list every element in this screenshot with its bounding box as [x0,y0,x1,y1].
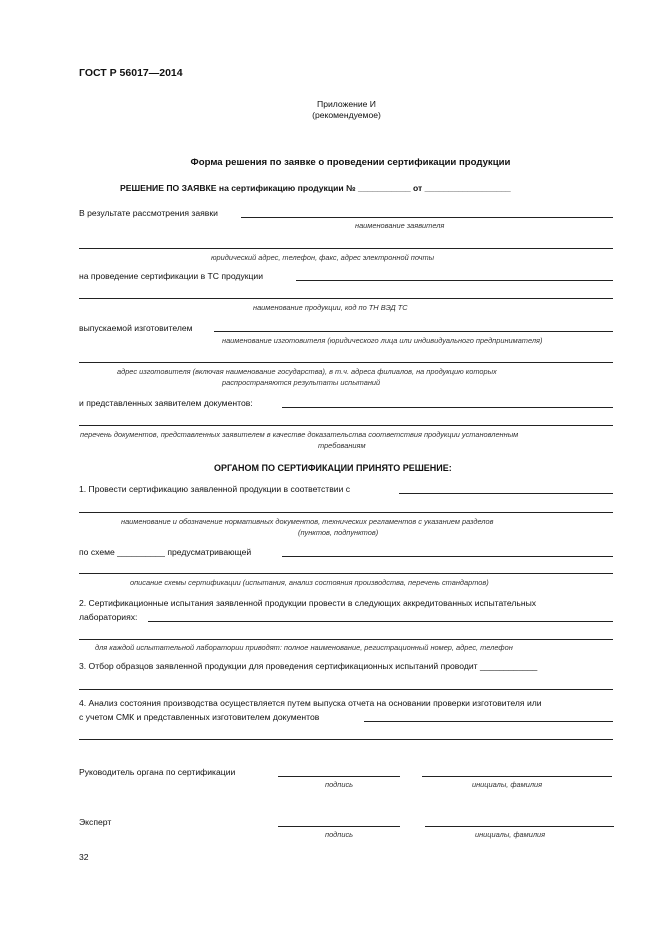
docs-field-line[interactable] [282,407,613,408]
scheme-label: по схеме __________ предусматривающей [79,547,252,557]
hint-address: юридический адрес, телефон, факс, адрес электронной почты [211,253,435,262]
item-2-line-1: 2. Сертификационные испытания заявленной продукции провести в следующих аккредитованных испытательных [79,598,537,608]
ts-field-line[interactable] [296,280,613,281]
decision-line: РЕШЕНИЕ ПО ЗАЯВКЕ на сертификацию продукции № ___________ от __________________ [120,183,511,193]
form-title: Форма решения по заявке о проведении сертификации продукции [190,157,511,168]
hint-head-signature: подпись [325,780,354,789]
hint-normative-2: (пунктов, подпунктов) [298,528,379,537]
hint-manufacturer-address-1: адрес изготовителя (включая наименование государства), в т.ч. адреса филиалов, на продукцию которых [117,367,497,376]
hint-head-initials: инициалы, фамилия [472,780,543,789]
item-4-line-2: с учетом СМК и представленных изготовителем документов [79,712,320,722]
hint-expert-initials: инициалы, фамилия [475,830,546,839]
item-2-field-line[interactable] [148,621,613,622]
product-field-line[interactable] [79,298,613,299]
hint-product: наименование продукции, код по ТН ВЭД ТС [253,303,408,312]
hint-scheme: описание схемы сертификации (испытания, анализ состояния производства, перечень стандартов) [130,578,489,587]
hint-docs-2: требованиям [318,441,366,450]
head-label: Руководитель органа по сертификации [79,767,236,777]
hint-manufacturer: наименование изготовителя (юридического лица или индивидуального предпринимателя) [222,336,543,345]
head-signature-line[interactable] [278,776,400,777]
expert-signature-line[interactable] [278,826,400,827]
hint-docs-1: перечень документов, представленных заявителем в качестве доказательства соответствия продукции установленным [80,430,519,439]
item-4-field-line-2[interactable] [79,739,613,740]
review-label: В результате рассмотрения заявки [79,208,218,218]
item-3-text: 3. Отбор образцов заявленной продукции для проведения сертификационных испытаний проводит ____________ [79,661,538,671]
applicant-field-line[interactable] [241,217,613,218]
item-2-line-2: лабораториях: [79,612,138,622]
annex-subtitle: (рекомендуемое) [312,110,381,120]
hint-manufacturer-address-2: распространяются результаты испытаний [222,378,381,387]
hint-expert-signature: подпись [325,830,354,839]
scheme-description-line[interactable] [79,573,613,574]
annex-title: Приложение И [317,99,376,109]
address-field-line[interactable] [79,248,613,249]
scheme-field-line[interactable] [282,556,613,557]
expert-label: Эксперт [79,817,112,827]
item-3-field-line[interactable] [79,689,613,690]
head-initials-line[interactable] [422,776,612,777]
manufacturer-field-line[interactable] [214,331,613,332]
labs-field-line[interactable] [79,639,613,640]
item-4-field-line[interactable] [364,721,613,722]
ts-label: на проведение сертификации в ТС продукции [79,271,264,281]
page-number: 32 [79,852,89,862]
manufacturer-address-line[interactable] [79,362,613,363]
item-1-field-line[interactable] [399,493,613,494]
expert-initials-line[interactable] [425,826,614,827]
item-4-line-1: 4. Анализ состояния производства осуществляется путем выпуска отчета на основании проверки изготовителя или [79,698,542,708]
docs-label: и представленных заявителем документов: [79,398,253,408]
hint-applicant: наименование заявителя [355,221,445,230]
standard-number: ГОСТ Р 56017—2014 [79,67,183,79]
normative-field-line[interactable] [79,512,613,513]
manufacturer-label: выпускаемой изготовителем [79,323,193,333]
item-1-text: 1. Провести сертификацию заявленной продукции в соответствии с [79,484,351,494]
decision-heading: ОРГАНОМ ПО СЕРТИФИКАЦИИ ПРИНЯТО РЕШЕНИЕ: [214,463,452,473]
docs-field-line-2[interactable] [79,425,613,426]
hint-labs: для каждой испытательной лаборатории приводят: полное наименование, регистрационный номер, адрес, телефон [95,643,513,652]
hint-normative-1: наименование и обозначение нормативных документов, технических регламентов с указанием разделов [121,517,494,526]
